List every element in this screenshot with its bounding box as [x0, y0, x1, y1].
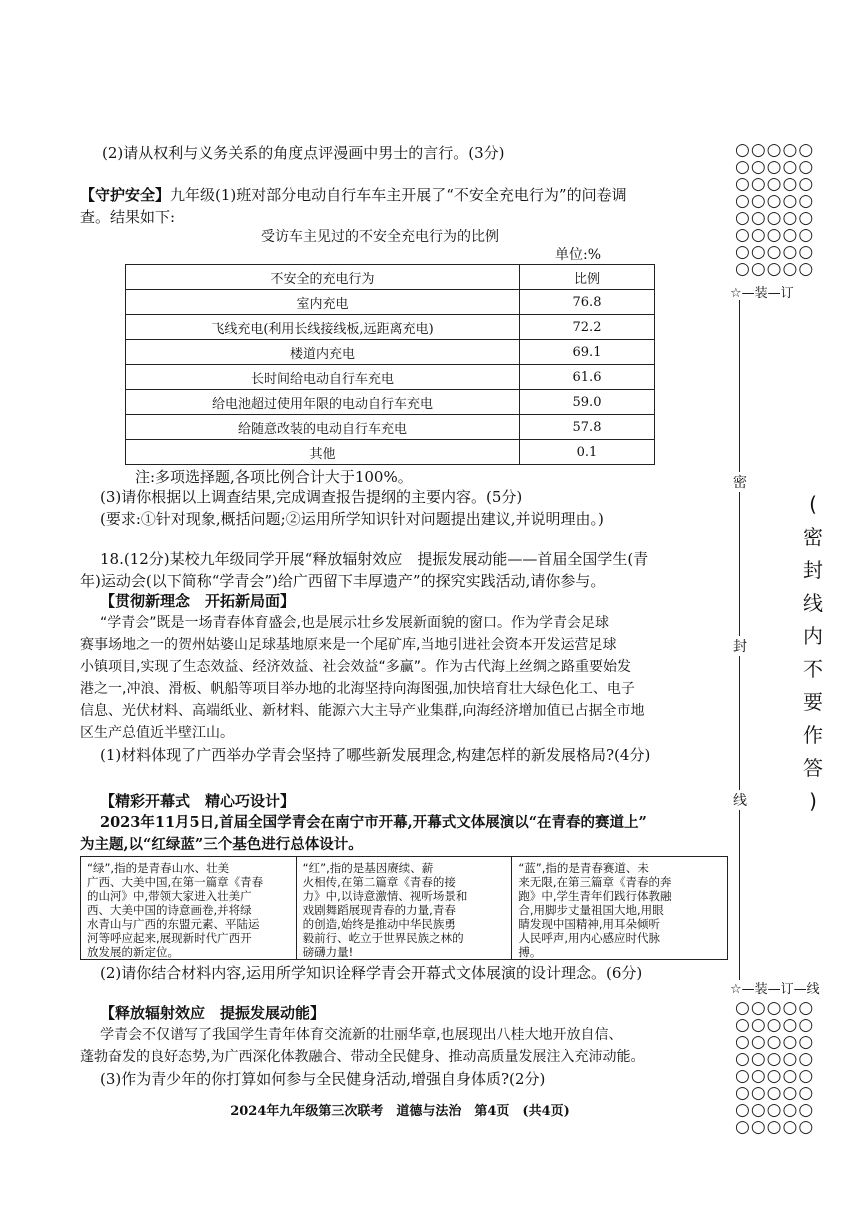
section-title-radiation: 【释放辐射效应 提振发展动能】	[100, 1004, 326, 1022]
cell-line: 人民呼声,用内心感应时代脉	[518, 931, 660, 945]
binding-holes-bottom: ○○○○○ ○○○○○ ○○○○○ ○○○○○ ○○○○○ ○○○○○ ○○○○○ ○○○○○	[735, 998, 815, 1137]
cell-line: “红”,指的是基因赓续、薪	[302, 861, 434, 875]
binding-holes-top: ○○○○○ ○○○○○ ○○○○○ ○○○○○ ○○○○○ ○○○○○ ○○○○○ ○○○○○	[735, 140, 815, 279]
question-18-1: (1)材料体现了广西举办学青会坚持了哪些新发展理念,构建怎样的新发展格局?(4分)	[100, 746, 651, 764]
table-header-row	[126, 265, 655, 290]
cell-line: 睛发现中国精神,用耳朵倾听	[518, 917, 660, 931]
section-label-safety: 【守护安全】	[80, 186, 171, 204]
warning-char: 线	[803, 591, 823, 615]
table-cell: 0.1	[520, 440, 655, 465]
question-18-stem-line2: 年)运动会(以下简称“学青会”)给广西留下丰厚遗产”的探究实践活动,请你参与。	[80, 572, 606, 590]
table-row	[126, 340, 655, 365]
red-theme-cell	[297, 857, 513, 959]
warning-char: 密	[803, 525, 823, 549]
material-paragraph-line: “学青会”既是一场青春体育盛会,也是展示壮乡发展新面貌的窗口。作为学青会足球	[100, 615, 609, 631]
question-17-2: (2)请从权利与义务关系的角度点评漫画中男士的言行。(3分)	[102, 144, 505, 162]
table-row	[126, 440, 655, 465]
question-18-3: (3)作为青少年的你打算如何参与全民健身活动,增强自身体质?(2分)	[100, 1070, 546, 1088]
header-behavior: 不安全的充电行为	[126, 265, 520, 290]
radiation-text-line1: 学青会不仅谱写了我国学生青年体育交流新的壮丽华章,也展现出八桂大地开放自信、	[100, 1027, 623, 1043]
material-paragraph-line: 小镇项目,实现了生态效益、经济效益、社会效益“多赢”。作为古代海上丝绸之路重要始发	[80, 659, 631, 675]
cell-line: 水青山与广西的东盟元素、平陆运	[87, 917, 260, 931]
table-cell: 69.1	[520, 340, 655, 365]
binding-xian: 线	[733, 790, 747, 810]
cell-line: 河等呼应起来,展现新时代广西开	[87, 931, 252, 945]
section-title-new-concept: 【贯彻新理念 开拓新局面】	[100, 592, 296, 610]
cell-line: 毅前行、屹立于世界民族之林的	[302, 931, 464, 945]
cell-line: 合,用脚步丈量祖国大地,用眼	[518, 903, 664, 917]
table-cell: 给电池超过使用年限的电动自行车充电	[126, 390, 520, 415]
binding-feng: 封	[733, 636, 747, 656]
table-row	[126, 315, 655, 340]
header-ratio: 比例	[520, 265, 655, 290]
green-theme-cell	[81, 857, 297, 959]
page-footer: 2024年九年级第三次联考 道德与法治 第4页 (共4页)	[230, 1104, 570, 1119]
table-cell: 给随意改装的电动自行车充电	[126, 415, 520, 440]
table-caption: 受访车主见过的不安全充电行为的比例	[261, 229, 499, 245]
cell-line: “绿”,指的是青春山水、壮美	[87, 861, 230, 875]
table-cell: 76.8	[520, 290, 655, 315]
table-row	[126, 365, 655, 390]
table-cell: 61.6	[520, 365, 655, 390]
table-note: 注:多项选择题,各项比例合计大于100%。	[135, 468, 413, 486]
cell-line: 磅礴力量!	[302, 945, 354, 959]
binding-label-top: ☆—装—订	[730, 286, 794, 301]
warning-char: 答	[803, 756, 823, 780]
table-cell: 长时间给电动自行车充电	[126, 365, 520, 390]
survey-intro-text: 九年级(1)班对部分电动自行车车主开展了“不安全充电行为”的问卷调	[170, 186, 627, 204]
cell-line: “蓝”,指的是青春赛道、未	[518, 861, 649, 875]
material-paragraph-line: 信息、光伏材料、高端纸业、新材料、能源六大主导产业集群,向海经济增加值已占据全市地	[80, 703, 645, 719]
opening-text-line1: 2023年11月5日,首届全国学青会在南宁市开幕,开幕式文体展演以“在青春的赛道上”	[100, 814, 647, 831]
warning-char: )	[809, 789, 817, 813]
material-paragraph-line: 港之一,冲浪、滑板、帆船等项目举办地的北海坚持向海图强,加快培育壮大绿色化工、电子	[80, 681, 635, 697]
question-18-2: (2)请你结合材料内容,运用所学知识诠释学青会开幕式文体展演的设计理念。(6分)	[100, 964, 643, 982]
binding-label-bottom: ☆—装—订—线	[730, 982, 820, 997]
table-row	[126, 290, 655, 315]
cell-line: 搏。	[518, 945, 542, 959]
material-paragraph-line: 区生产总值近半壁江山。	[80, 725, 234, 741]
warning-char: 不	[803, 657, 823, 681]
cell-line: 的创造,始终是推动中华民族勇	[302, 917, 456, 931]
opening-text-line2: 为主题,以“红绿蓝”三个基色进行总体设计。	[80, 836, 363, 853]
question-17-3-requirements: (要求:①针对现象,概括问题;②运用所学知识针对问题提出建议,并说明理由。)	[100, 510, 604, 528]
cell-line: 广西、大美中国,在第一篇章《青春	[87, 875, 264, 889]
question-18-stem-line1: 18.(12分)某校九年级同学开展“释放辐射效应 提振发展动能——首届全国学生(青	[100, 550, 649, 568]
cell-line: 来无限,在第三篇章《青春的奔	[518, 875, 672, 889]
binding-mi: 密	[733, 472, 747, 492]
color-theme-table	[80, 856, 728, 960]
cell-line: 力》中,以诗意激情、视听场景和	[302, 889, 468, 903]
table-cell: 72.2	[520, 315, 655, 340]
table-cell: 57.8	[520, 415, 655, 440]
material-paragraph-line: 赛事场地之一的贺州姑婆山足球基地原来是一个尾矿库,当地引进社会资本开发运营足球	[80, 637, 617, 653]
cell-line: 放发展的新定位。	[87, 945, 179, 959]
table-row	[126, 415, 655, 440]
cell-line: 的山河》中,带领大家进入壮美广	[87, 889, 252, 903]
table-cell: 59.0	[520, 390, 655, 415]
table-row	[126, 390, 655, 415]
table-cell: 室内充电	[126, 290, 520, 315]
table-cell: 飞线充电(利用长线接线板,远距离充电)	[126, 315, 520, 340]
table-unit: 单位:%	[555, 247, 602, 263]
cell-line: 跑》中,学生青年们践行体教融	[518, 889, 672, 903]
cell-line: 西、大美中国的诗意画卷,并将绿	[87, 903, 252, 917]
sealed-line-warning	[798, 488, 828, 818]
section-title-opening: 【精彩开幕式 精心巧设计】	[100, 792, 296, 810]
blue-theme-cell	[512, 857, 727, 959]
warning-char: 封	[803, 558, 823, 582]
warning-char: (	[809, 492, 817, 516]
cell-line: 火相传,在第二篇章《青春的接	[302, 875, 456, 889]
warning-char: 作	[803, 723, 823, 747]
question-17-3: (3)请你根据以上调查结果,完成调查报告提纲的主要内容。(5分)	[100, 488, 523, 506]
cell-line: 戏剧舞蹈展现青春的力量,青春	[302, 903, 456, 917]
table-cell: 其他	[126, 440, 520, 465]
warning-char: 要	[803, 690, 823, 714]
warning-char: 内	[803, 624, 823, 648]
survey-intro-line2: 查。结果如下:	[80, 208, 176, 226]
table-cell: 楼道内充电	[126, 340, 520, 365]
survey-table	[125, 264, 655, 465]
survey-intro	[80, 184, 720, 206]
radiation-text-line2: 蓬勃奋发的良好态势,为广西深化体教融合、带动全民健身、推动高质量发展注入充沛动能。	[80, 1049, 645, 1065]
